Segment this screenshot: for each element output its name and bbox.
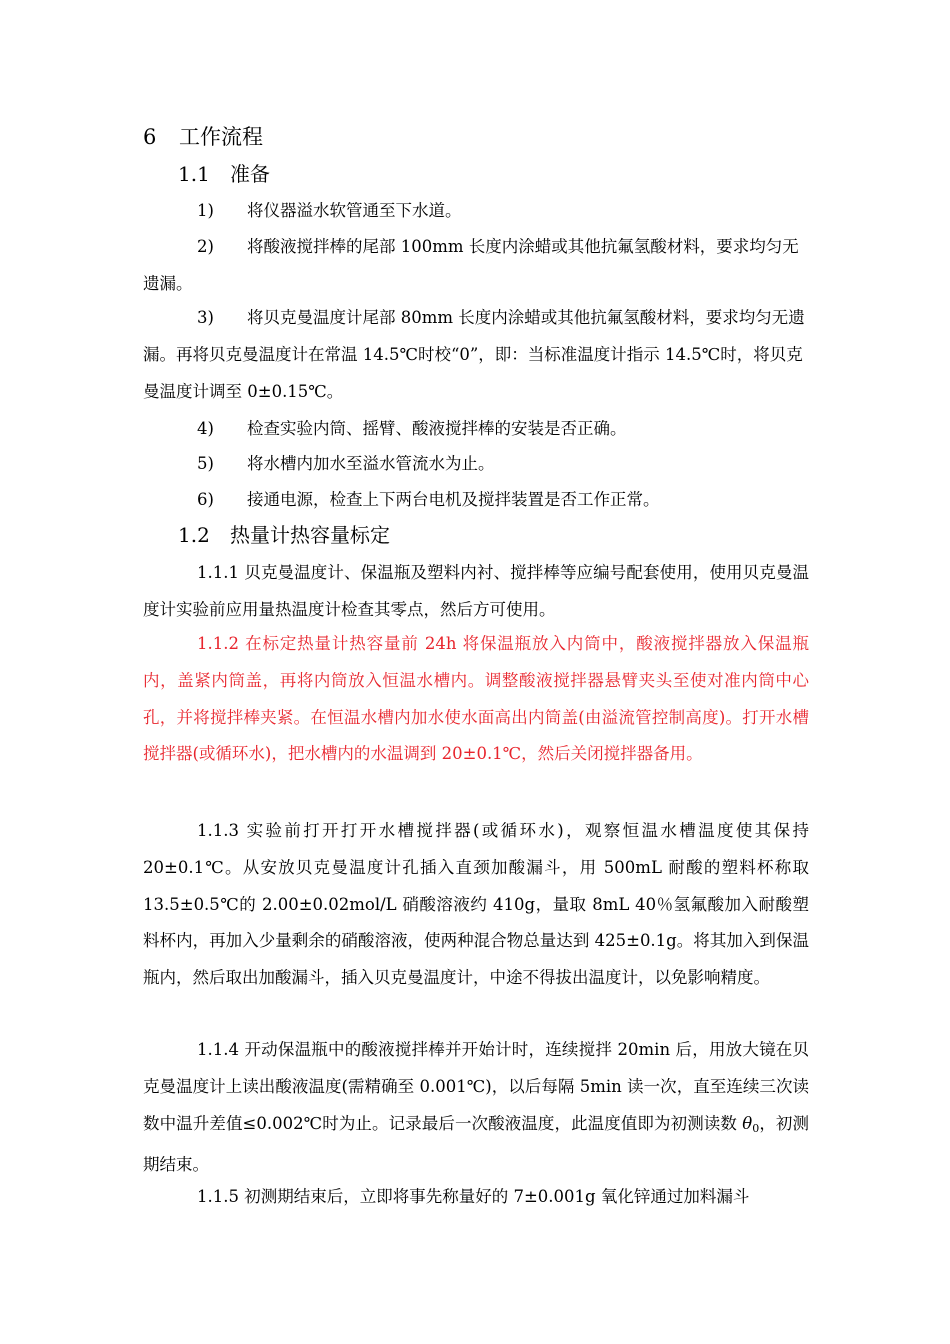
step-number: 2) [197, 237, 214, 256]
step-number: 3) [197, 308, 214, 327]
subsection-heading-calibration [178, 521, 390, 549]
step-text: 将酸液搅拌棒的尾部 100mm 长度内涂蜡或其他抗氟氢酸材料，要求均匀无遗漏。 [143, 237, 799, 293]
paragraph-1-1-1: 1.1.1 贝克曼温度计、保温瓶及塑料内衬、搅拌棒等应编号配套使用，使用贝克曼温度计实验前应用量热温度计检查其零点，然后方可使用。 [143, 563, 809, 619]
subsection-number: 1.2 [178, 523, 210, 547]
step-item [143, 482, 809, 519]
step-text: 将水槽内加水至溢水管流水为止。 [247, 454, 495, 473]
section-title: 工作流程 [179, 125, 263, 149]
step-item [143, 446, 809, 483]
step-number: 5) [197, 454, 214, 473]
step-text: 接通电源，检查上下两台电机及搅拌装置是否工作正常。 [247, 490, 660, 509]
step-item [143, 229, 809, 303]
step-text: 检查实验内筒、摇臂、酸液搅拌棒的安装是否正确。 [247, 419, 627, 438]
subsection-number: 1.1 [178, 162, 210, 186]
step-text: 将仪器溢水软管通至下水道。 [247, 201, 462, 220]
subsection-title: 热量计热容量标定 [230, 523, 390, 547]
paragraph-1-1-4 [143, 1032, 809, 1184]
step-number: 6) [197, 490, 214, 509]
paragraph-text: ，初测期结束。 [143, 1113, 810, 1175]
step-item [143, 300, 809, 410]
section-number: 6 [143, 125, 157, 149]
step-number: 1) [197, 201, 214, 220]
step-item [143, 193, 809, 230]
theta-subscript: 0 [752, 1121, 760, 1135]
paragraph-1-1-3: 1.1.3 实验前打开打开水槽搅拌器(或循环水)，观察恒温水槽温度使其保持 20±0.1℃。从安放贝克曼温度计孔插入直颈加酸漏斗，用 500mL 耐酸的塑料杯称取 13.5±0.5℃的 2.00±0.02mol/L 硝酸溶液约 410g，量取 8mL 40％氢氟酸加入耐酸塑料杯内，再加入少量剩余的硝酸溶液，使两种混合物总量达到 425±0.1g。将其加入到保温瓶内，然后取出加酸漏斗，插入贝克曼温度计，中途不得拔出温度计，以免影响精度。 [143, 821, 809, 988]
step-text: 将贝克曼温度计尾部 80mm 长度内涂蜡或其他抗氟氢酸材料，要求均匀无遗漏。再将贝克曼温度计在常温 14.5℃时校“0”，即：当标准温度计指示 14.5℃时，将贝克曼温度计调至 0±0.15℃。 [143, 308, 805, 401]
subsection-heading-prep [178, 160, 270, 188]
paragraph-1-1-5: 1.1.5 初测期结束后，立即将事先称量好的 7±0.001g 氧化锌通过加料漏斗 [197, 1187, 750, 1206]
paragraph-text: 1.1.4 开动保温瓶中的酸液搅拌棒并开始计时，连续搅拌 20min 后，用放大镜在贝克曼温度计上读出酸液温度(需精确至 0.001℃)，以后每隔 5min 读一次，直至连续三次读数中温升差值≤0.002℃时为止。记录最后一次酸液温度，此温度值即为初测读数 [143, 1040, 809, 1133]
paragraph-1-1-2-highlighted: 1.1.2 在标定热量计热容量前 24h 将保温瓶放入内筒中，酸液搅拌器放入保温瓶内，盖紧内筒盖，再将内筒放入恒温水槽内。调整酸液搅拌器悬臂夹头至使对准内筒中心孔，并将搅拌棒夹紧。在恒温水槽内加水使水面高出内筒盖(由溢流管控制高度)。打开水槽搅拌器(或循环水)，把水槽内的水温调到 20±0.1℃，然后关闭搅拌器备用。 [143, 634, 809, 764]
step-number: 4) [197, 419, 214, 438]
step-item [143, 411, 809, 448]
theta-symbol: θ [742, 1113, 753, 1133]
section-heading [143, 123, 263, 151]
subsection-title: 准备 [230, 162, 270, 186]
